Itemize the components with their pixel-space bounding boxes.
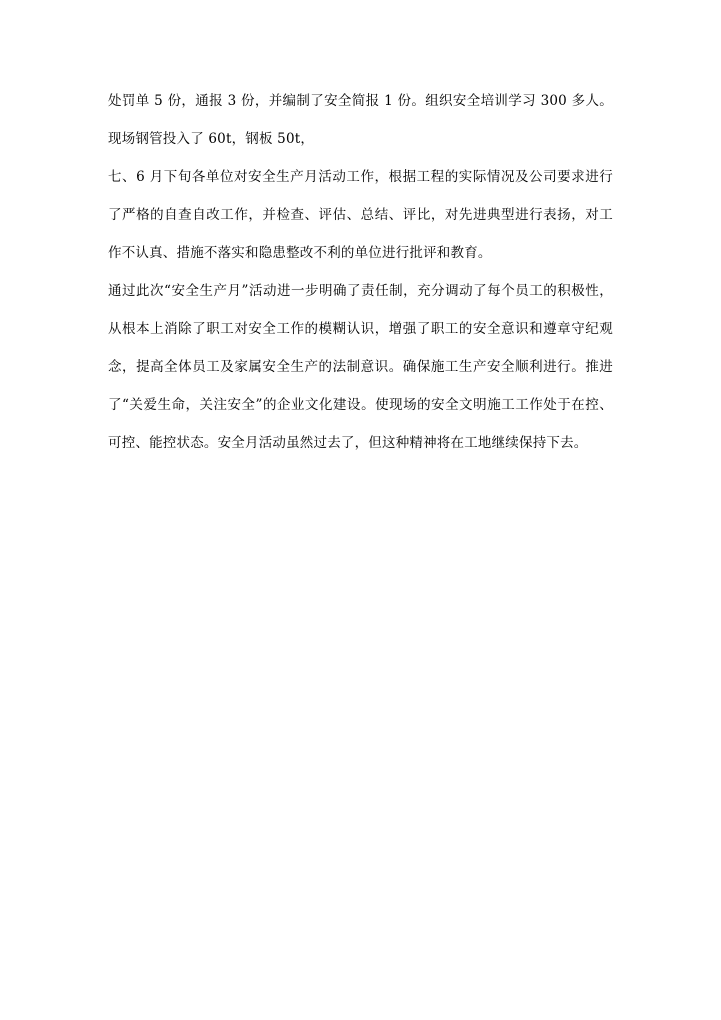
paragraph: 通过此次“安全生产月”活动进一步明确了责任制，充分调动了每个员工的积极性，从根本上消除了职工对安全工作的模糊认识，增强了职工的安全意识和遵章守纪观念，提高全体员工及家属安全生产的法制意识。确保施工生产安全顺利进行。推进了“关爱生命，关注安全”的企业文化建设。使现场的安全文明施工工作处于在控、可控、能控状态。安全月活动虽然过去了，但这种精神将在工地继续保持下去。: [108, 283, 613, 451]
paragraph: 七、6 月下旬各单位对安全生产月活动工作，根据工程的实际情况及公司要求进行了严格的自查自改工作，并检查、评估、总结、评比，对先进典型进行表扬，对工作不认真、措施不落实和隐患整改不利的单位进行批评和教育。: [108, 169, 613, 261]
document-body: [108, 82, 613, 462]
paragraph: 处罚单 5 份，通报 3 份，并编制了安全简报 1 份。组织安全培训学习 300 多人。现场钢管投入了 60t，钢板 50t，: [108, 93, 613, 147]
